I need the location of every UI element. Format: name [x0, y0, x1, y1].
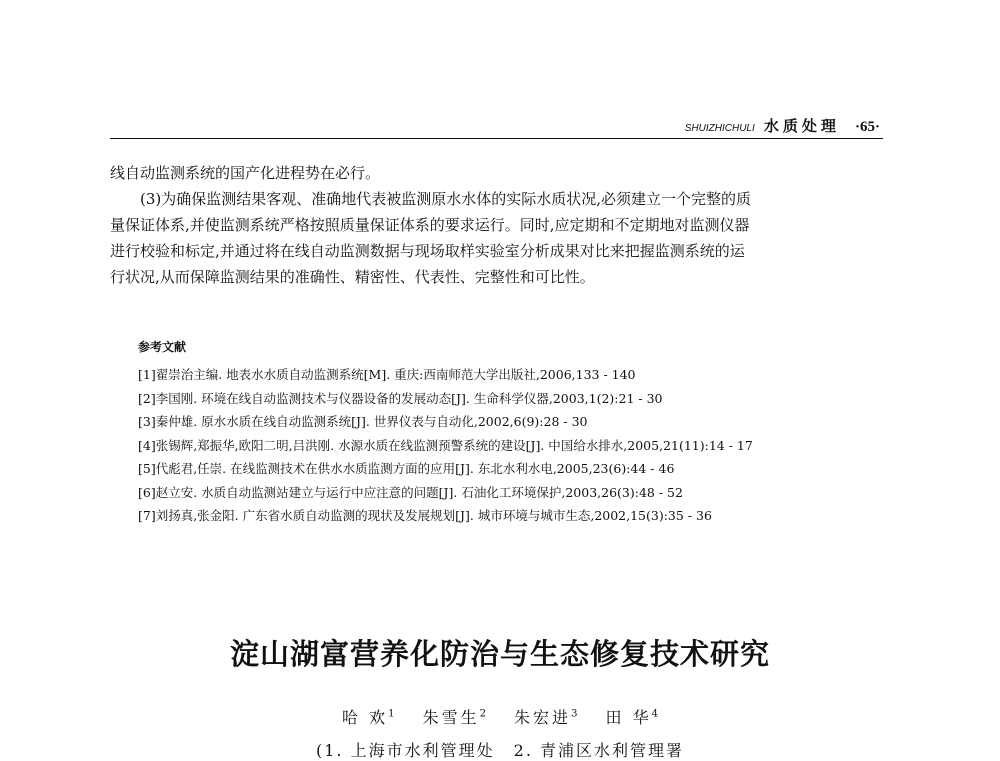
reference-item: [3]秦仲雄. 原水水质在线自动监测系统[J]. 世界仪表与自动化,2002,6(9):28 - 30 — [138, 414, 588, 429]
author-affiliation-mark: 1 — [388, 708, 395, 720]
author-affiliation-mark: 4 — [651, 708, 658, 720]
author — [423, 708, 486, 727]
body-paragraph-line: (3)为确保监测结果客观、准确地代表被监测原水水体的实际水质状况,必须建立一个完整的质 — [140, 190, 752, 208]
reference-item: [6]赵立安. 水质自动监测站建立与运行中应注意的问题[J]. 石油化工环境保护,2003,26(3):48 - 52 — [138, 484, 683, 500]
references-section — [138, 338, 883, 528]
reference-item: [2]李国刚. 环境在线自动监测技术与仪器设备的发展动态[J]. 生命科学仪器,2003,1(2):21 - 30 — [138, 390, 663, 406]
author-line — [0, 705, 1000, 728]
author — [606, 708, 658, 727]
journal-name-en: SHUIZHICHULI — [684, 123, 755, 134]
body-paragraph-line: 进行校验和标定,并通过将在线自动监测数据与现场取样实验室分析成果对比来把握监测系统的运 — [110, 242, 745, 260]
author-affiliation-mark: 3 — [571, 708, 578, 720]
journal-name-zh: 水质处理 — [763, 117, 840, 135]
running-header — [560, 115, 880, 135]
body-paragraph-line: 线自动监测系统的国产化进程势在必行。 — [110, 164, 381, 182]
author-name: 田 华 — [605, 708, 652, 727]
body-paragraph-line: 量保证体系,并使监测系统严格按照质量保证体系的要求运行。同时,应定期和不定期地对监测仪器 — [110, 216, 750, 234]
author — [342, 708, 394, 727]
article-title: 淀山湖富营养化防治与生态修复技术研究 — [229, 637, 770, 671]
reference-list — [138, 363, 883, 528]
page-number: ·65· — [854, 119, 880, 135]
author-name: 哈 欢 — [342, 708, 389, 727]
header-rule — [110, 138, 883, 139]
reference-item: [5]代彪君,任崇. 在线监测技术在供水水质监测方面的应用[J]. 东北水利水电,2005,23(6):44 - 46 — [138, 461, 675, 476]
affiliation: 2. 青浦区水利管理署 — [513, 741, 685, 760]
author-name: 朱雪生 — [422, 708, 480, 727]
body-text — [110, 160, 885, 290]
reference-item: [4]张锡辉,郑振华,欧阳二明,吕洪刚. 水源水质在线监测预警系统的建设[J]. 中国给水排水,2005,21(11):14 - 17 — [138, 437, 753, 453]
reference-item: [7]刘扬真,张金阳. 广东省水质自动监测的现状及发展规划[J]. 城市环境与城市生态,2002,15(3):35 - 36 — [138, 508, 712, 523]
author-name: 朱宏进 — [514, 708, 572, 727]
author — [514, 708, 577, 727]
reference-item: [1]翟崇治主编. 地表水水质自动监测系统[M]. 重庆:西南师范大学出版社,2006,133 - 140 — [138, 367, 636, 382]
body-paragraph-line: 行状况,从而保障监测结果的准确性、精密性、代表性、完整性和可比性。 — [110, 268, 595, 286]
affiliation: (1. 上海市水利管理处 — [315, 741, 495, 760]
affiliation-line — [0, 738, 1000, 761]
author-affiliation-mark: 2 — [479, 708, 486, 720]
references-heading: 参考文献 — [138, 340, 187, 354]
